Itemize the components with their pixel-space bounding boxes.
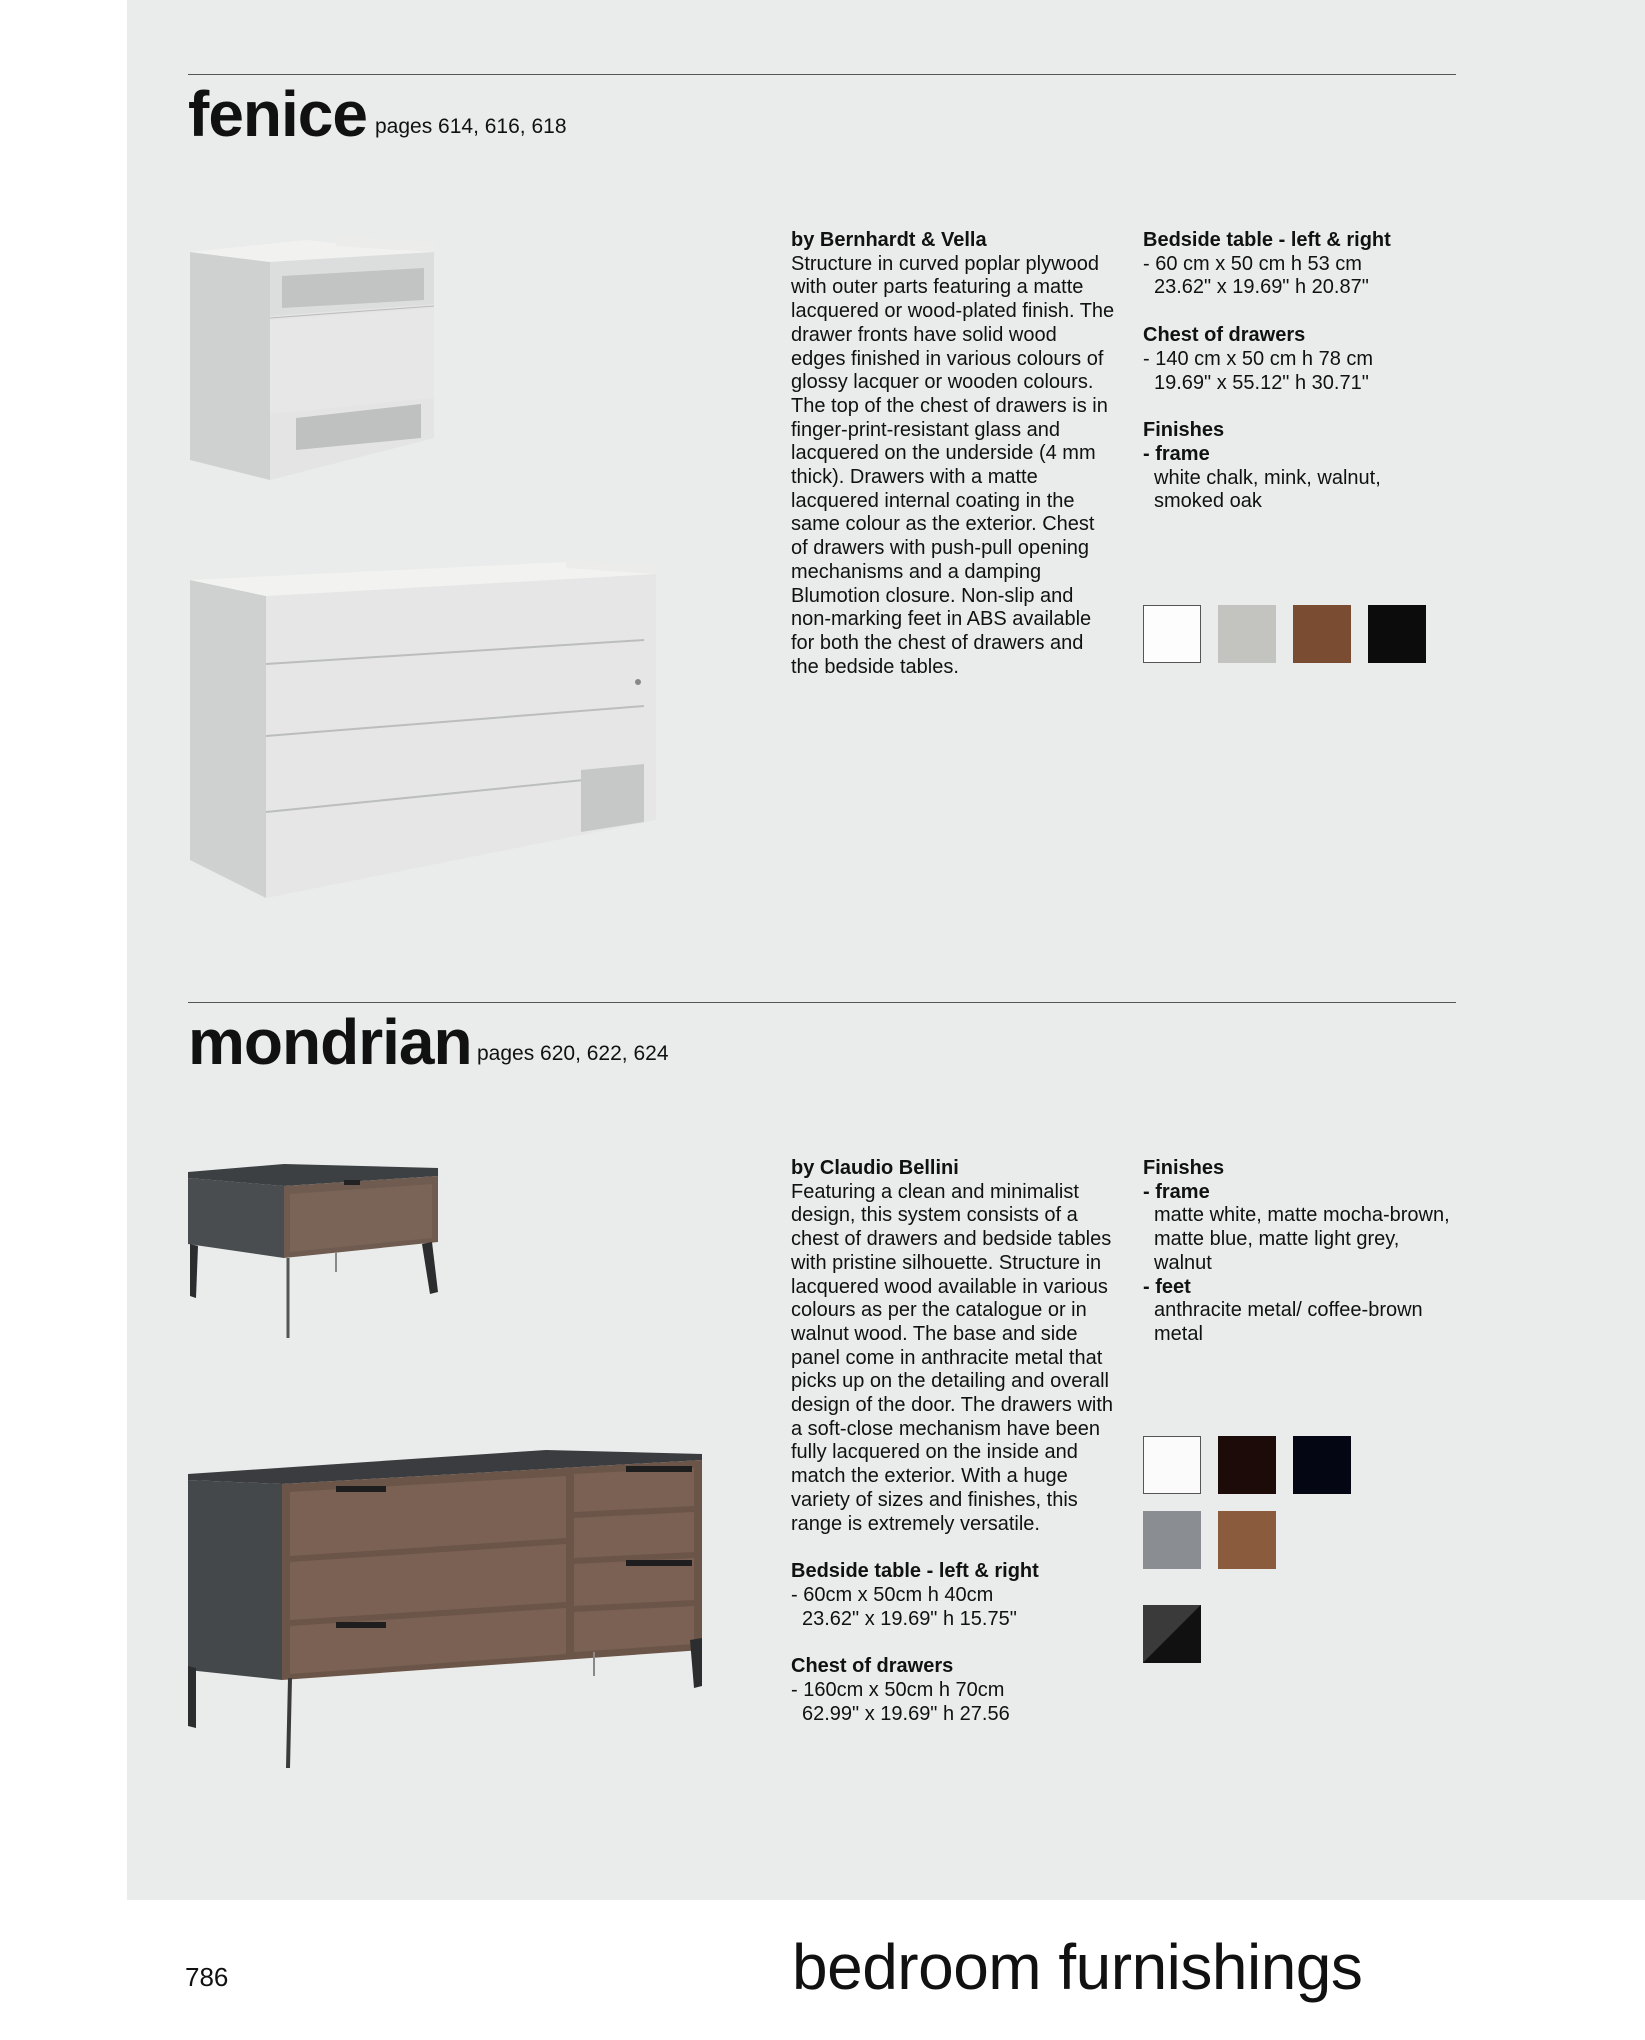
- bedside-dimensions-cm: - 60cm x 50cm h 40cm: [791, 1583, 994, 1606]
- finish-swatch-smoked-oak: [1368, 605, 1426, 663]
- bedside-dimensions-in: 23.62" x 19.69" h 20.87": [1154, 276, 1369, 299]
- bedside-heading: Bedside table - left & right: [1143, 229, 1391, 251]
- feet-finishes: anthracite metal/ coffee-brown metal: [1154, 1299, 1423, 1345]
- mondrian-chest-of-drawers-image: [186, 1440, 706, 1770]
- frame-finishes: white chalk, mink, walnut, smoked oak: [1154, 466, 1381, 513]
- finish-swatch-matte-mocha-brown: [1218, 1436, 1276, 1494]
- finish-swatch-walnut: [1218, 1511, 1276, 1569]
- finish-swatch-matte-blue: [1293, 1436, 1351, 1494]
- finishes-heading: Finishes: [1143, 419, 1225, 442]
- mondrian-bedside-table-image: [186, 1160, 446, 1340]
- product-description: Featuring a clean and minimalist design, this system consists of a chest of drawers and bedside tables with pristine silhouette. Structure in lacquered wood available in various colours as per the catalogue or in walnut wood. The base and side panel come in anthracite metal that picks up on the detailing and overall design of the door. The drawers with a soft-close mechanism have been fully lacquered on the inside and match the exterior. With a huge variety of sizes and finishes, this range is extremely versatile.: [791, 1180, 1114, 1535]
- bedside-dimensions-in: 23.62" x 19.69" h 15.75": [802, 1607, 1017, 1630]
- fenice-bedside-table-image: [186, 238, 446, 483]
- chest-dimensions-in: 19.69" x 55.12" h 30.71": [1154, 371, 1369, 394]
- finish-swatch-white-chalk: [1143, 605, 1201, 663]
- chest-dimensions-cm: - 160cm x 50cm h 70cm: [791, 1679, 1005, 1702]
- frame-label: - frame: [1143, 1180, 1210, 1203]
- bedside-dimensions-cm: - 60 cm x 50 cm h 53 cm: [1143, 252, 1362, 275]
- frame-finishes: matte white, matte mocha-brown, matte blue, matte light grey, walnut: [1154, 1204, 1450, 1274]
- chest-heading: Chest of drawers: [791, 1655, 954, 1678]
- finish-swatch-mink: [1218, 605, 1276, 663]
- fenice-specs-column: [1143, 229, 1453, 514]
- mondrian-specs-column: [1143, 1157, 1453, 1347]
- fenice-description-column: [791, 229, 1116, 679]
- designer-credit: by Claudio Bellini: [791, 1157, 959, 1179]
- finish-swatch-matte-light-grey: [1143, 1511, 1201, 1569]
- product-title-fenice: fenice: [188, 78, 367, 150]
- section-divider: [188, 74, 1456, 75]
- finish-swatch-matte-white: [1143, 1436, 1201, 1494]
- frame-label: - frame: [1143, 442, 1210, 465]
- finishes-heading: Finishes: [1143, 1157, 1225, 1179]
- finish-swatch-walnut: [1293, 605, 1351, 663]
- section-divider: [188, 1002, 1456, 1003]
- page-number: 786: [185, 1962, 229, 1992]
- chest-dimensions-in: 62.99" x 19.69" h 27.56: [802, 1702, 1010, 1725]
- fenice-chest-of-drawers-image: [186, 560, 668, 900]
- feet-label: - feet: [1143, 1275, 1191, 1298]
- page-references-fenice: pages 614, 616, 618: [375, 115, 567, 138]
- chest-dimensions-cm: - 140 cm x 50 cm h 78 cm: [1143, 347, 1374, 370]
- finish-swatch-feet-metal: [1143, 1605, 1201, 1663]
- chest-heading: Chest of drawers: [1143, 324, 1306, 347]
- mondrian-description-column: [791, 1157, 1116, 1726]
- section-title: bedroom furnishings: [792, 1931, 1363, 2003]
- designer-credit: by Bernhardt & Vella: [791, 229, 987, 251]
- product-title-mondrian: mondrian: [188, 1006, 472, 1078]
- page-references-mondrian: pages 620, 622, 624: [477, 1042, 669, 1065]
- bedside-heading: Bedside table - left & right: [791, 1560, 1039, 1583]
- product-description: Structure in curved poplar plywood with outer parts featuring a matte lacquered or wood-plated finish. The drawer fronts have solid wood edges finished in various colours of glossy lacquer or wooden colours. The top of the chest of drawers is in finger-print-resistant glass and lacquered on the underside (4 mm thick). Drawers with a matte lacquered internal coating in the same colour as the exterior. Chest of drawers with push-pull opening mechanisms and a damping Blumotion closure. Non-slip and non-marking feet in ABS available for both the chest of drawers and the bedside tables.: [791, 252, 1115, 678]
